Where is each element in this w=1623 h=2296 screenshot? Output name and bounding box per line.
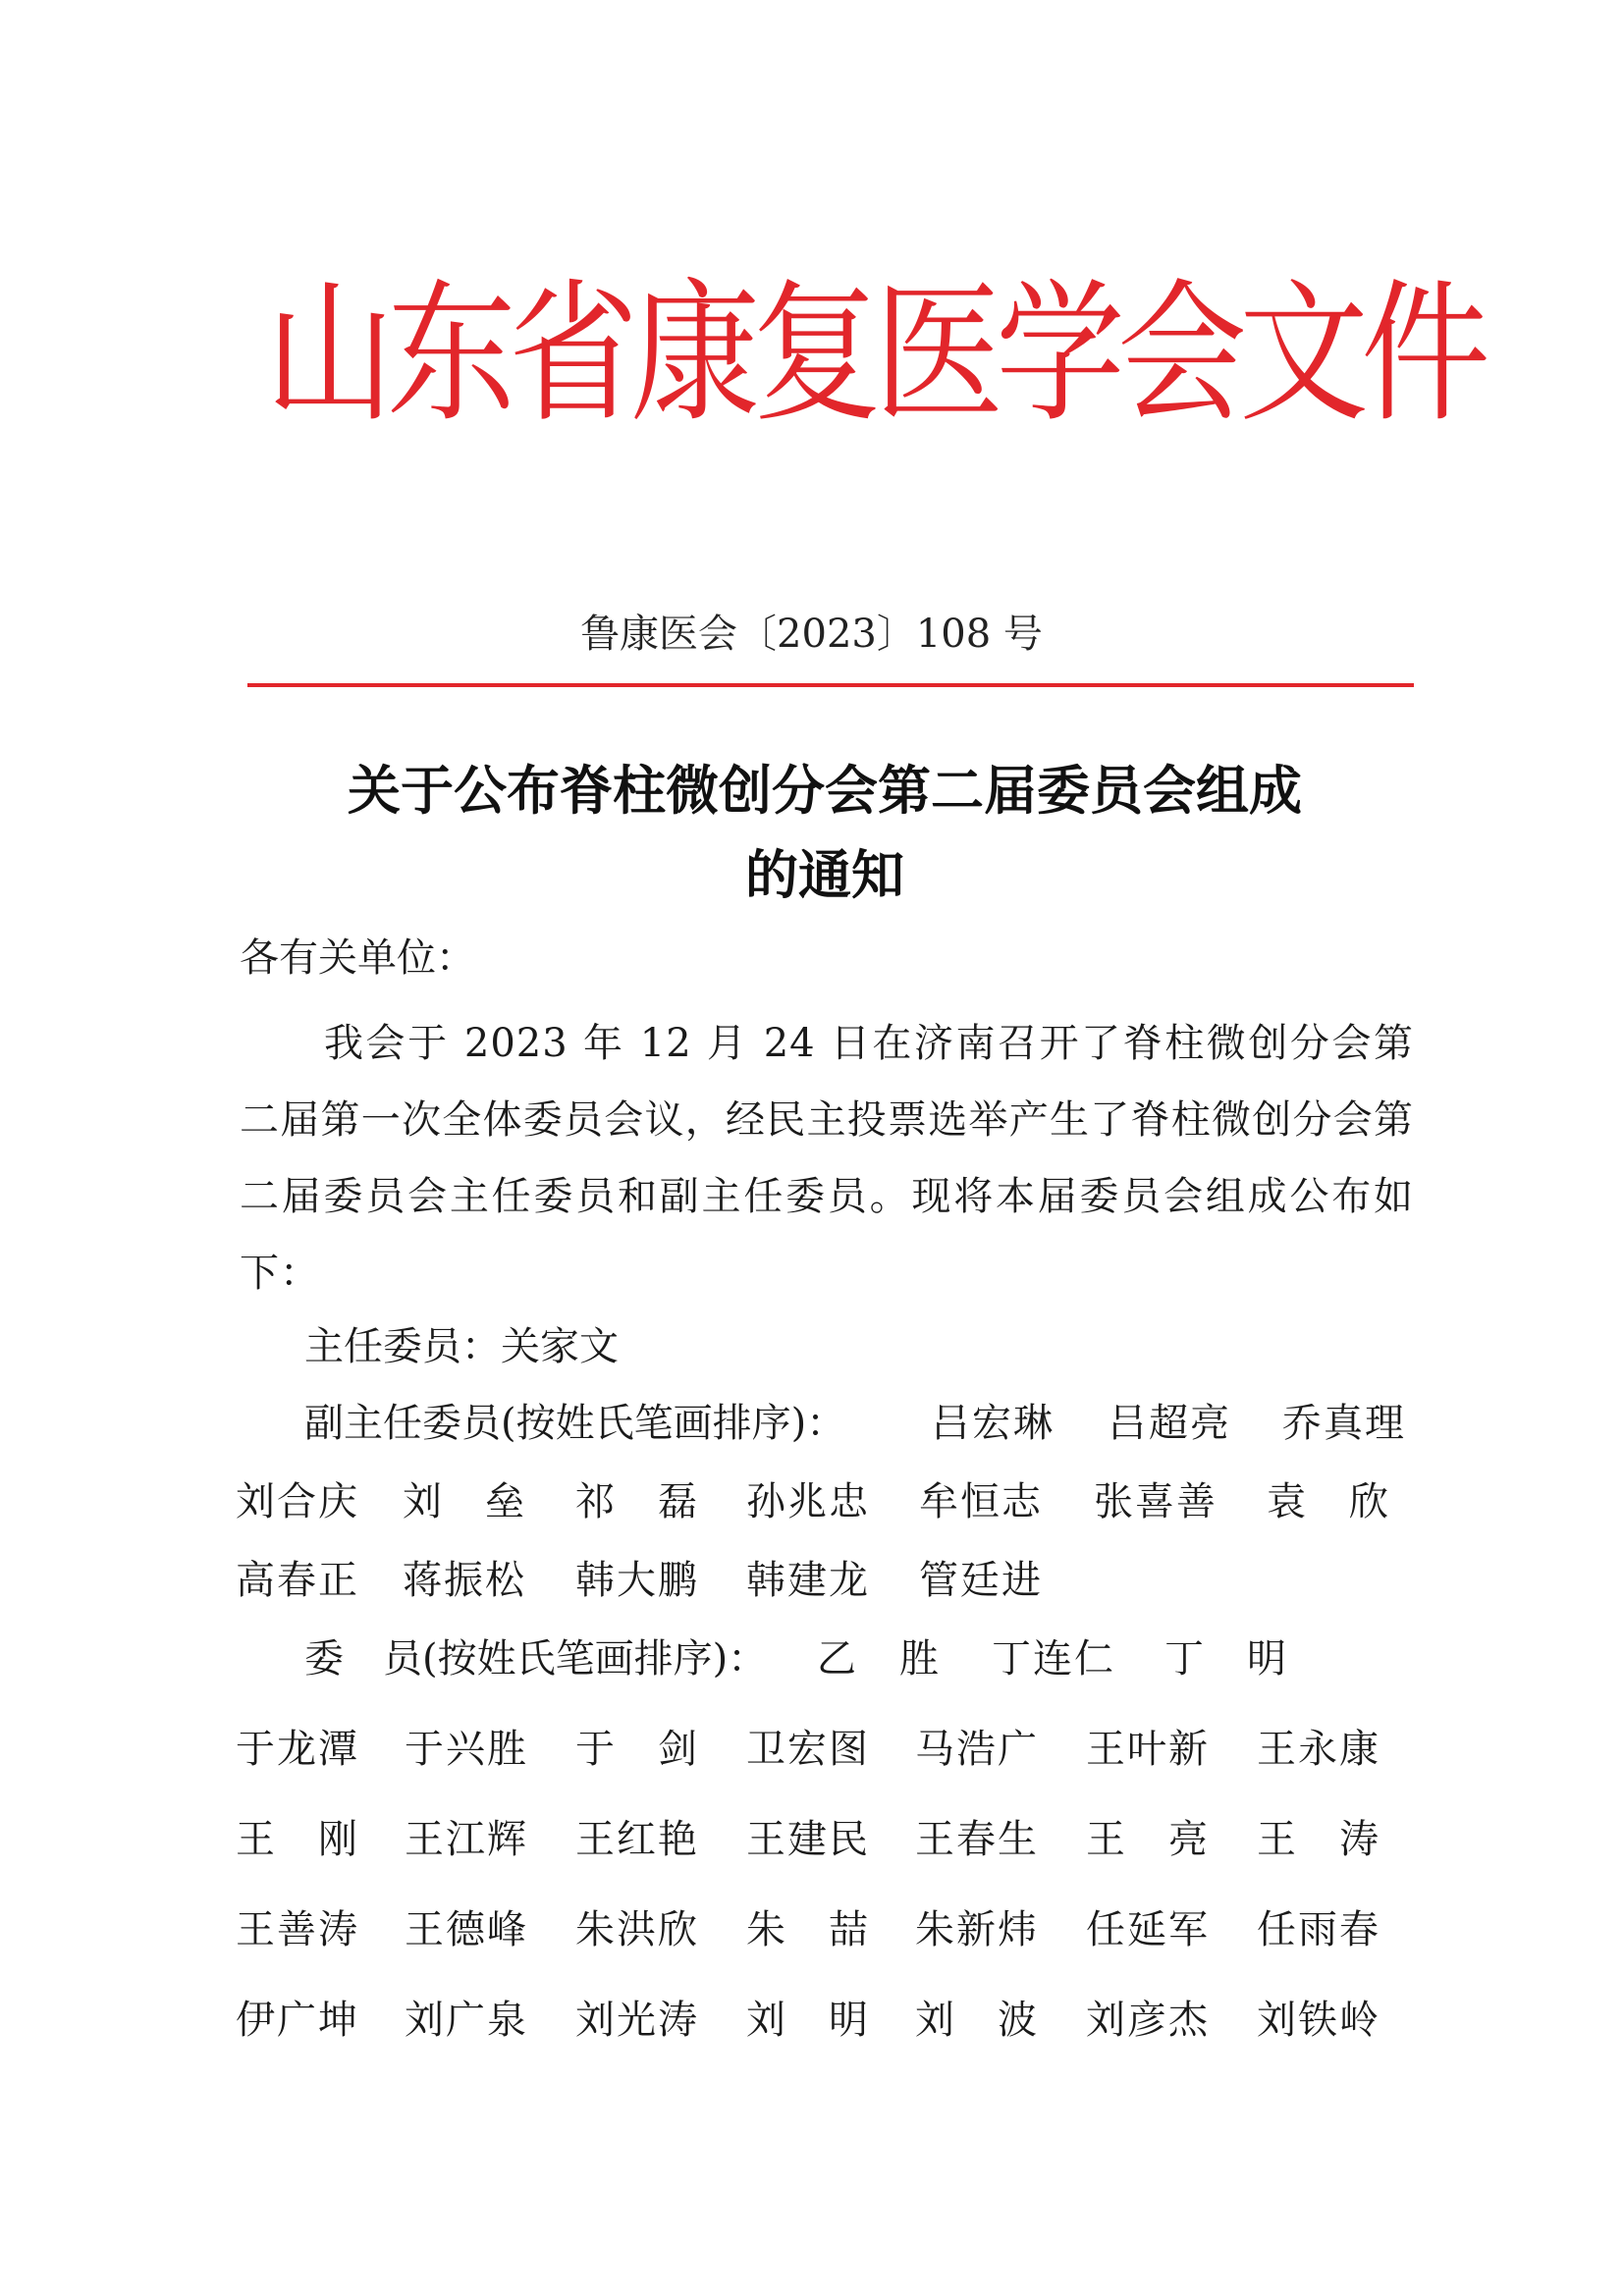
vice-chair-name: 孙兆忠 <box>746 1479 870 1524</box>
chair-line: 主任委员：关家文 <box>304 1324 619 1369</box>
notice-title-line-1: 关于公布脊柱微创分会第二届委员会组成 <box>348 759 1302 822</box>
vice-chair-name: 管廷进 <box>919 1558 1043 1603</box>
member-name: 刘彦杰 <box>1086 1998 1210 2043</box>
member-name: 王 涛 <box>1257 1817 1380 1862</box>
member-name: 任延军 <box>1086 1907 1210 1952</box>
vice-chair-name: 张喜善 <box>1094 1479 1217 1524</box>
vice-chair-name: 韩大鹏 <box>575 1558 699 1603</box>
member-name: 王善涛 <box>236 1907 359 1952</box>
member-name: 王江辉 <box>405 1817 528 1862</box>
member-name: 王德峰 <box>405 1907 528 1952</box>
member-name: 于龙潭 <box>236 1727 359 1772</box>
member-name: 朱洪欣 <box>575 1907 699 1952</box>
member-name: 于 剑 <box>575 1727 699 1772</box>
vice-chair-name: 祁 磊 <box>575 1479 699 1524</box>
document-number: 鲁康医会〔2023〕108 号 <box>580 612 1043 657</box>
vice-chair-name: 刘合庆 <box>236 1479 359 1524</box>
member-name: 王红艳 <box>575 1817 699 1862</box>
body-paragraph: 我会于 2023 年 12 月 24 日在济南召开了脊柱微创分会第二届第一次全体委员会议，经民主投票选举产生了脊柱微创分会第二届委员会主任委员和副主任委员。现将本届委员会组成公布如下： <box>240 1021 1414 1296</box>
member-name: 刘 明 <box>746 1998 870 2043</box>
member-name: 朱 喆 <box>746 1907 870 1952</box>
vice-chair-name: 高春正 <box>236 1558 359 1603</box>
vice-chair-name: 乔真理 <box>1282 1401 1406 1446</box>
vice-chair-name: 蒋振松 <box>403 1558 526 1603</box>
vice-chair-name: 韩建龙 <box>746 1558 870 1603</box>
notice-title-line-2: 的通知 <box>745 843 904 906</box>
salutation: 各有关单位： <box>240 935 475 981</box>
member-name: 丁连仁 <box>992 1636 1115 1682</box>
masthead-title: 山东省康复医学会文件 <box>265 265 1483 445</box>
member-name: 刘光涛 <box>575 1998 699 2043</box>
header-divider <box>247 683 1414 687</box>
vice-chairs-heading: 副主任委员(按姓氏笔画排序)： <box>304 1401 846 1446</box>
member-name: 王叶新 <box>1086 1727 1210 1772</box>
vice-chair-name: 吕宏琳 <box>931 1401 1055 1446</box>
member-name: 朱新炜 <box>915 1907 1039 1952</box>
vice-chair-name: 袁 欣 <box>1267 1479 1390 1524</box>
member-name: 刘广泉 <box>405 1998 528 2043</box>
member-name: 丁 明 <box>1164 1636 1288 1682</box>
vice-chair-name: 吕超亮 <box>1108 1401 1231 1446</box>
member-name: 王 刚 <box>236 1817 359 1862</box>
vice-chair-name: 刘 垒 <box>403 1479 526 1524</box>
member-name: 刘铁岭 <box>1257 1998 1380 2043</box>
vice-chair-name: 牟恒志 <box>919 1479 1043 1524</box>
member-name: 卫宏图 <box>746 1727 870 1772</box>
member-name: 于兴胜 <box>405 1727 528 1772</box>
member-name: 王 亮 <box>1086 1817 1210 1862</box>
notice-title <box>236 748 1414 917</box>
member-name: 王春生 <box>915 1817 1039 1862</box>
members-heading: 委 员(按姓氏笔画排序)： <box>304 1636 768 1682</box>
member-name: 王永康 <box>1257 1727 1380 1772</box>
member-name: 王建民 <box>746 1817 870 1862</box>
member-name: 伊广坤 <box>236 1998 359 2043</box>
member-name: 马浩广 <box>915 1727 1039 1772</box>
member-name: 任雨春 <box>1257 1907 1380 1952</box>
member-name: 刘 波 <box>915 1998 1039 2043</box>
member-name: 乙 胜 <box>817 1636 941 1682</box>
